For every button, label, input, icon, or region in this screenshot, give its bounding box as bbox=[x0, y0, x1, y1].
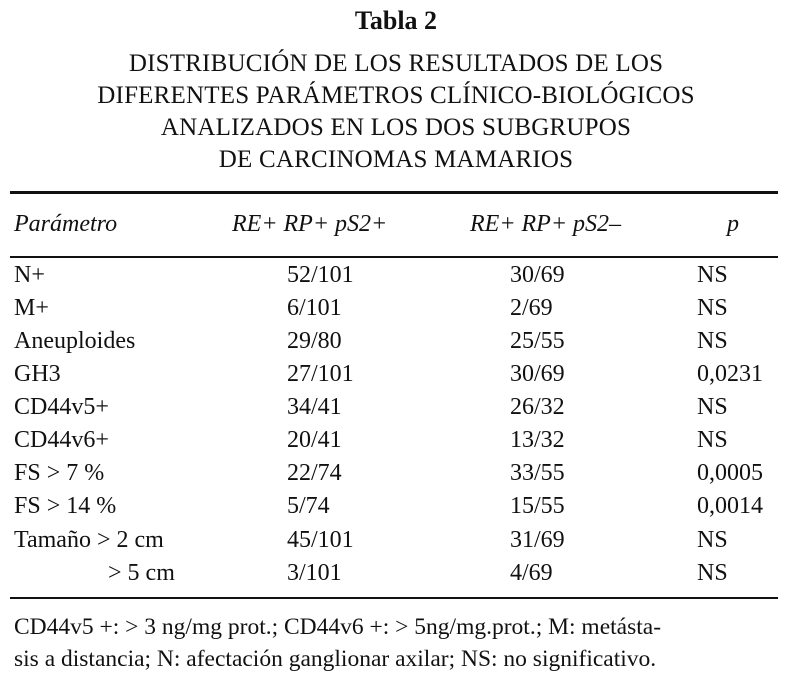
table-row bbox=[0, 427, 792, 459]
header-group-positive: RE+ RP+ pS2+ bbox=[232, 211, 388, 237]
cell-parameter: FS > 7 % bbox=[14, 460, 105, 486]
table-row bbox=[0, 262, 792, 294]
cell-p-value: NS bbox=[697, 427, 728, 453]
cell-group-negative: 2/69 bbox=[510, 295, 553, 321]
cell-group-positive: 3/101 bbox=[287, 560, 342, 586]
table-title: Tabla 2 bbox=[354, 6, 438, 35]
cell-group-negative: 13/32 bbox=[510, 427, 565, 453]
table-row bbox=[0, 328, 792, 360]
table-bottom-rule bbox=[10, 597, 778, 599]
cell-group-positive: 45/101 bbox=[287, 527, 354, 553]
table-row bbox=[0, 394, 792, 426]
cell-parameter: Tamaño > 2 cm bbox=[14, 527, 164, 553]
cell-parameter: M+ bbox=[14, 295, 49, 321]
cell-group-positive: 22/74 bbox=[287, 460, 342, 486]
cell-p-value: NS bbox=[697, 295, 728, 321]
cell-group-positive: 52/101 bbox=[287, 262, 354, 288]
table-row bbox=[0, 295, 792, 327]
cell-p-value: NS bbox=[697, 560, 728, 586]
table-row bbox=[0, 493, 792, 525]
cell-parameter: CD44v5+ bbox=[14, 394, 109, 420]
cell-group-positive: 27/101 bbox=[287, 361, 354, 387]
subtitle-line: ANALIZADOS EN LOS DOS SUBGRUPOS bbox=[160, 114, 632, 141]
subtitle-line: DIFERENTES PARÁMETROS CLÍNICO-BIOLÓGICOS bbox=[97, 82, 695, 109]
subtitle-line: DE CARCINOMAS MAMARIOS bbox=[218, 146, 574, 173]
cell-parameter: FS > 14 % bbox=[14, 493, 117, 519]
subtitle-line: DISTRIBUCIÓN DE LOS RESULTADOS DE LOS bbox=[128, 50, 664, 77]
cell-parameter: GH3 bbox=[14, 361, 61, 387]
cell-group-positive: 5/74 bbox=[287, 493, 330, 519]
header-group-negative: RE+ RP+ pS2– bbox=[470, 211, 622, 237]
cell-group-negative: 4/69 bbox=[510, 560, 553, 586]
cell-group-negative: 30/69 bbox=[510, 262, 565, 288]
cell-group-negative: 30/69 bbox=[510, 361, 565, 387]
table-row bbox=[0, 460, 792, 492]
table-row bbox=[0, 361, 792, 393]
cell-p-value: 0,0231 bbox=[697, 361, 763, 387]
cell-group-negative: 31/69 bbox=[510, 527, 565, 553]
cell-p-value: NS bbox=[697, 394, 728, 420]
cell-p-value: NS bbox=[697, 328, 728, 354]
cell-p-value: 0,0005 bbox=[697, 460, 763, 486]
table-top-rule bbox=[10, 191, 778, 194]
cell-group-positive: 34/41 bbox=[287, 394, 342, 420]
header-p-value: p bbox=[727, 211, 739, 237]
table-row bbox=[0, 560, 792, 592]
table-subtitle bbox=[0, 48, 792, 176]
footnote-line: CD44v5 +: > 3 ng/mg prot.; CD44v6 +: > 5ng/mg.prot.; M: metásta- bbox=[14, 614, 662, 640]
cell-group-positive: 20/41 bbox=[287, 427, 342, 453]
cell-parameter: > 5 cm bbox=[108, 560, 175, 586]
cell-parameter: CD44v6+ bbox=[14, 427, 109, 453]
cell-p-value: NS bbox=[697, 527, 728, 553]
cell-parameter: Aneuploides bbox=[14, 328, 136, 354]
cell-group-positive: 6/101 bbox=[287, 295, 342, 321]
cell-group-positive: 29/80 bbox=[287, 328, 342, 354]
table-header-row bbox=[0, 211, 792, 243]
cell-p-value: NS bbox=[697, 262, 728, 288]
cell-parameter: N+ bbox=[14, 262, 45, 288]
cell-group-negative: 33/55 bbox=[510, 460, 565, 486]
cell-p-value: 0,0014 bbox=[697, 493, 763, 519]
cell-group-negative: 25/55 bbox=[510, 328, 565, 354]
table-row bbox=[0, 527, 792, 559]
header-parameter: Parámetro bbox=[14, 211, 118, 237]
footnote-line: sis a distancia; N: afectación ganglionar axilar; NS: no significativo. bbox=[14, 646, 657, 672]
table-header-rule bbox=[10, 256, 778, 258]
cell-group-negative: 15/55 bbox=[510, 493, 565, 519]
table-footnote bbox=[14, 611, 778, 675]
cell-group-negative: 26/32 bbox=[510, 394, 565, 420]
